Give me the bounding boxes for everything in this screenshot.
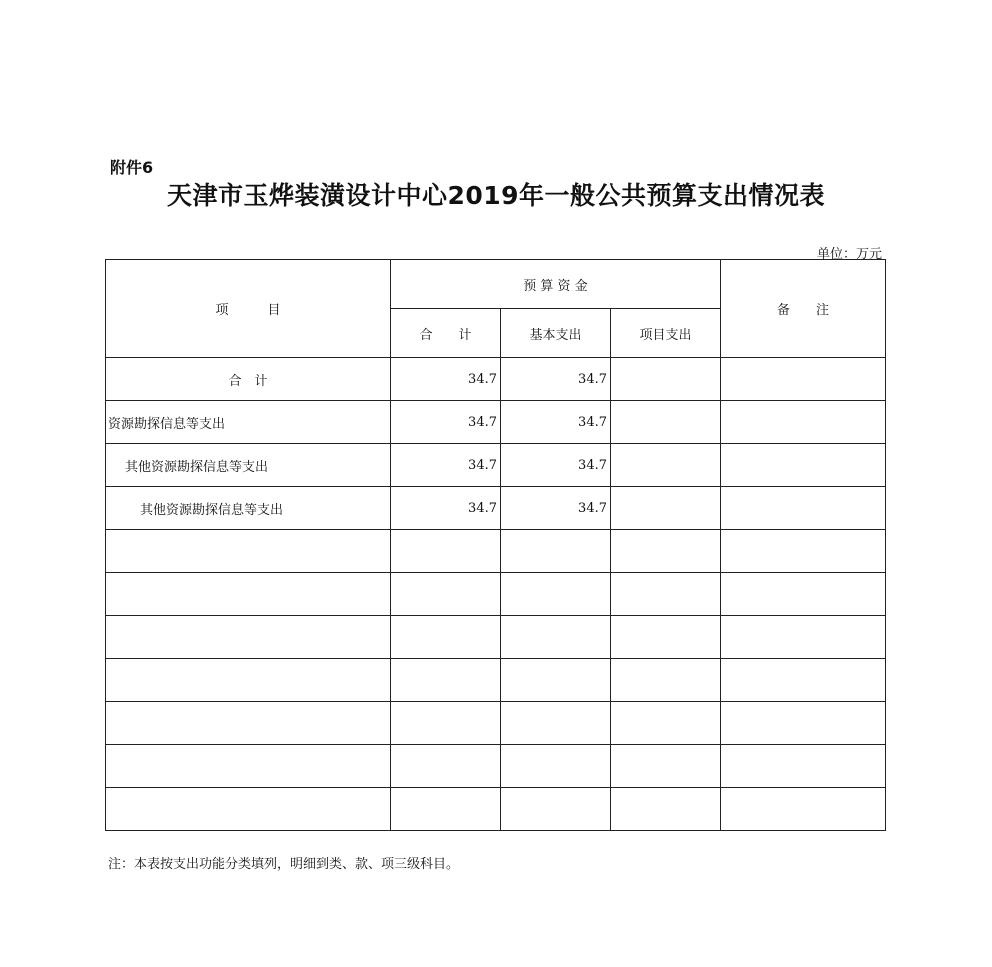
empty-row xyxy=(106,573,886,616)
row-project xyxy=(611,358,721,401)
header-row-1 xyxy=(106,260,886,309)
table-row xyxy=(106,358,886,401)
empty-row xyxy=(106,659,886,702)
row-name: 合 计 xyxy=(106,358,391,401)
empty-row xyxy=(106,788,886,831)
row-basic: 34.7 xyxy=(501,487,611,530)
table-row xyxy=(106,487,886,530)
empty-row xyxy=(106,530,886,573)
empty-row xyxy=(106,616,886,659)
footnote: 注：本表按支出功能分类填列，明细到类、款、项三级科目。 xyxy=(108,857,460,872)
row-total: 34.7 xyxy=(391,487,501,530)
row-remark xyxy=(721,487,886,530)
row-name: 其他资源勘探信息等支出 xyxy=(106,444,391,487)
row-total: 34.7 xyxy=(391,444,501,487)
row-remark xyxy=(721,444,886,487)
page-title: 天津市玉烨装潢设计中心2019年一般公共预算支出情况表 xyxy=(166,181,826,210)
header-project: 项目支出 xyxy=(611,309,721,358)
row-project xyxy=(611,401,721,444)
row-name: 资源勘探信息等支出 xyxy=(106,401,391,444)
row-total: 34.7 xyxy=(391,358,501,401)
header-basic: 基本支出 xyxy=(501,309,611,358)
unit-label: 单位：万元 xyxy=(816,247,882,262)
row-basic: 34.7 xyxy=(501,444,611,487)
header-remarks: 备 注 xyxy=(721,260,886,358)
empty-row xyxy=(106,745,886,788)
table-row xyxy=(106,401,886,444)
row-basic: 34.7 xyxy=(501,358,611,401)
row-project xyxy=(611,444,721,487)
row-name: 其他资源勘探信息等支出 xyxy=(106,487,391,530)
row-total: 34.7 xyxy=(391,401,501,444)
header-budget-funds: 预 算 资 金 xyxy=(391,260,721,309)
header-item: 项 目 xyxy=(106,260,391,358)
attachment-label: 附件6 xyxy=(110,158,154,177)
row-basic: 34.7 xyxy=(501,401,611,444)
row-remark xyxy=(721,401,886,444)
row-remark xyxy=(721,358,886,401)
table-row xyxy=(106,444,886,487)
empty-row xyxy=(106,702,886,745)
row-project xyxy=(611,487,721,530)
header-total: 合 计 xyxy=(391,309,501,358)
budget-table xyxy=(105,259,886,831)
